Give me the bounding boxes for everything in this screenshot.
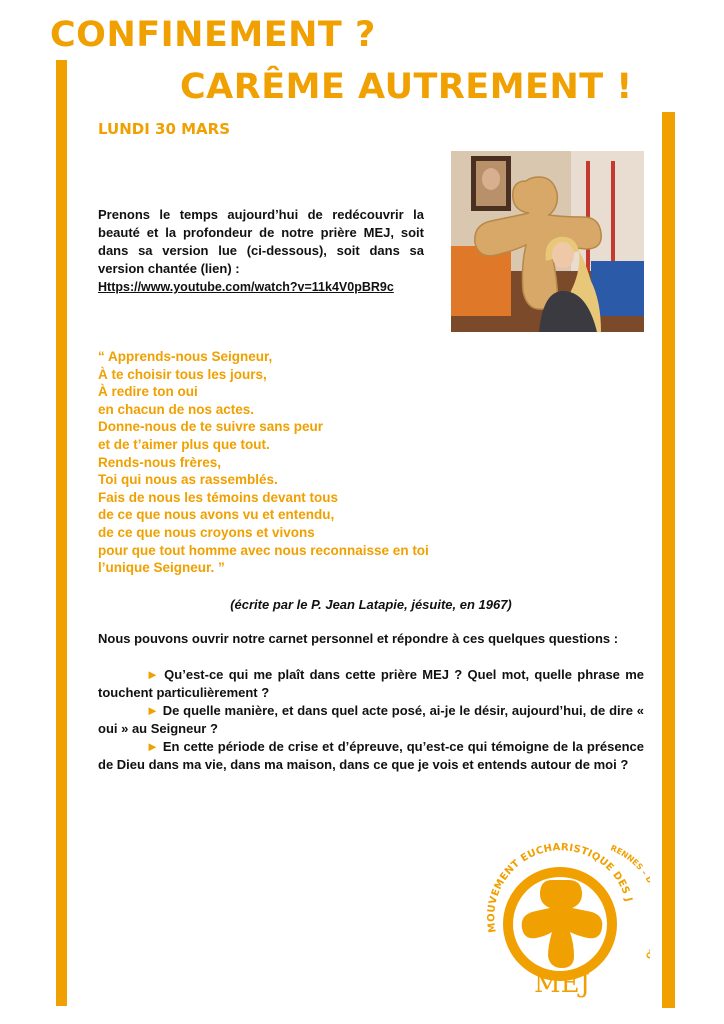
youtube-link[interactable]: Https://www.youtube.com/watch?v=11k4V0pBR9c [98,280,394,294]
logo-ring-text: MOUVEMENT EUCHARISTIQUE DES J [486,842,634,934]
prayer-line: Toi qui nous as rassemblés. [98,472,278,488]
question-text: De quelle manière, et dans quel acte posé, ai-je le désir, aujourd’hui, de dire « oui » au Seigneur ? [98,703,644,736]
triangle-bullet-icon: ► [146,739,159,754]
prayer-line: de ce que nous croyons et vivons [98,524,315,540]
prayer-line: Donne-nous de te suivre sans peur [98,419,324,435]
intro-paragraph [98,206,424,296]
prayer-line: Rends-nous frères, [98,454,222,470]
logo-diocese-text: RENNES – [609,843,650,878]
prayer-line: Fais de nous les témoins devant tous [98,489,339,505]
reflection-section [98,630,644,774]
reflection-intro: Nous pouvons ouvrir notre carnet personnel et répondre à ces quelques questions : [98,631,619,646]
right-accent-bar [662,112,675,1008]
prayer-line: de ce que nous avons vu et entendu, [98,507,335,523]
triangle-bullet-icon: ► [146,667,159,682]
photo-girl-with-cross [451,151,644,332]
prayer-text [98,348,518,577]
title-line-2: CARÊME AUTREMENT ! [180,67,633,107]
prayer-line: l’unique Seigneur. ” [98,560,225,576]
triangle-bullet-icon: ► [146,703,159,718]
prayer-line: À redire ton oui [98,384,198,400]
left-accent-bar [56,60,67,1006]
question-text: En cette période de crise et d’épreuve, qu’est-ce qui témoigne de la présence de Dieu dans ma vie, dans ma maison, dans ce que je vois et entends autour de moi ? [98,739,644,772]
prayer-line: pour que tout homme avec nous reconnaisse en toi [98,542,429,558]
mej-logo [474,832,650,1008]
prayer-line: “ Apprends-nous Seigneur, [98,349,273,364]
date-heading: LUNDI 30 MARS [98,120,230,138]
prayer-credit: (écrite par le P. Jean Latapie, jésuite, en 1967) [230,597,512,612]
question-item [98,738,644,774]
prayer-line: et de t’aimer plus que tout. [98,436,270,452]
cross-icon [522,880,603,968]
question-text: Qu’est-ce qui me plaît dans cette prière MEJ ? Quel mot, quelle phrase me touchent particulièrement ? [98,667,644,700]
prayer-line: en chacun de nos actes. [98,401,255,417]
logo-acronym: MEJ [533,969,591,999]
intro-text: Prenons le temps aujourd’hui de redécouvrir la beauté et la profondeur de notre prière MEJ, soit dans sa version lue (ci-dessous), soit dans sa version chantée (lien) : [98,207,424,276]
question-item [98,702,644,738]
title-line-1: CONFINEMENT ? [50,15,376,55]
prayer-line: À te choisir tous les jours, [98,366,267,382]
question-item [98,666,644,702]
svg-text:RENNES – DOL – SAINT-MALO [609,843,650,960]
